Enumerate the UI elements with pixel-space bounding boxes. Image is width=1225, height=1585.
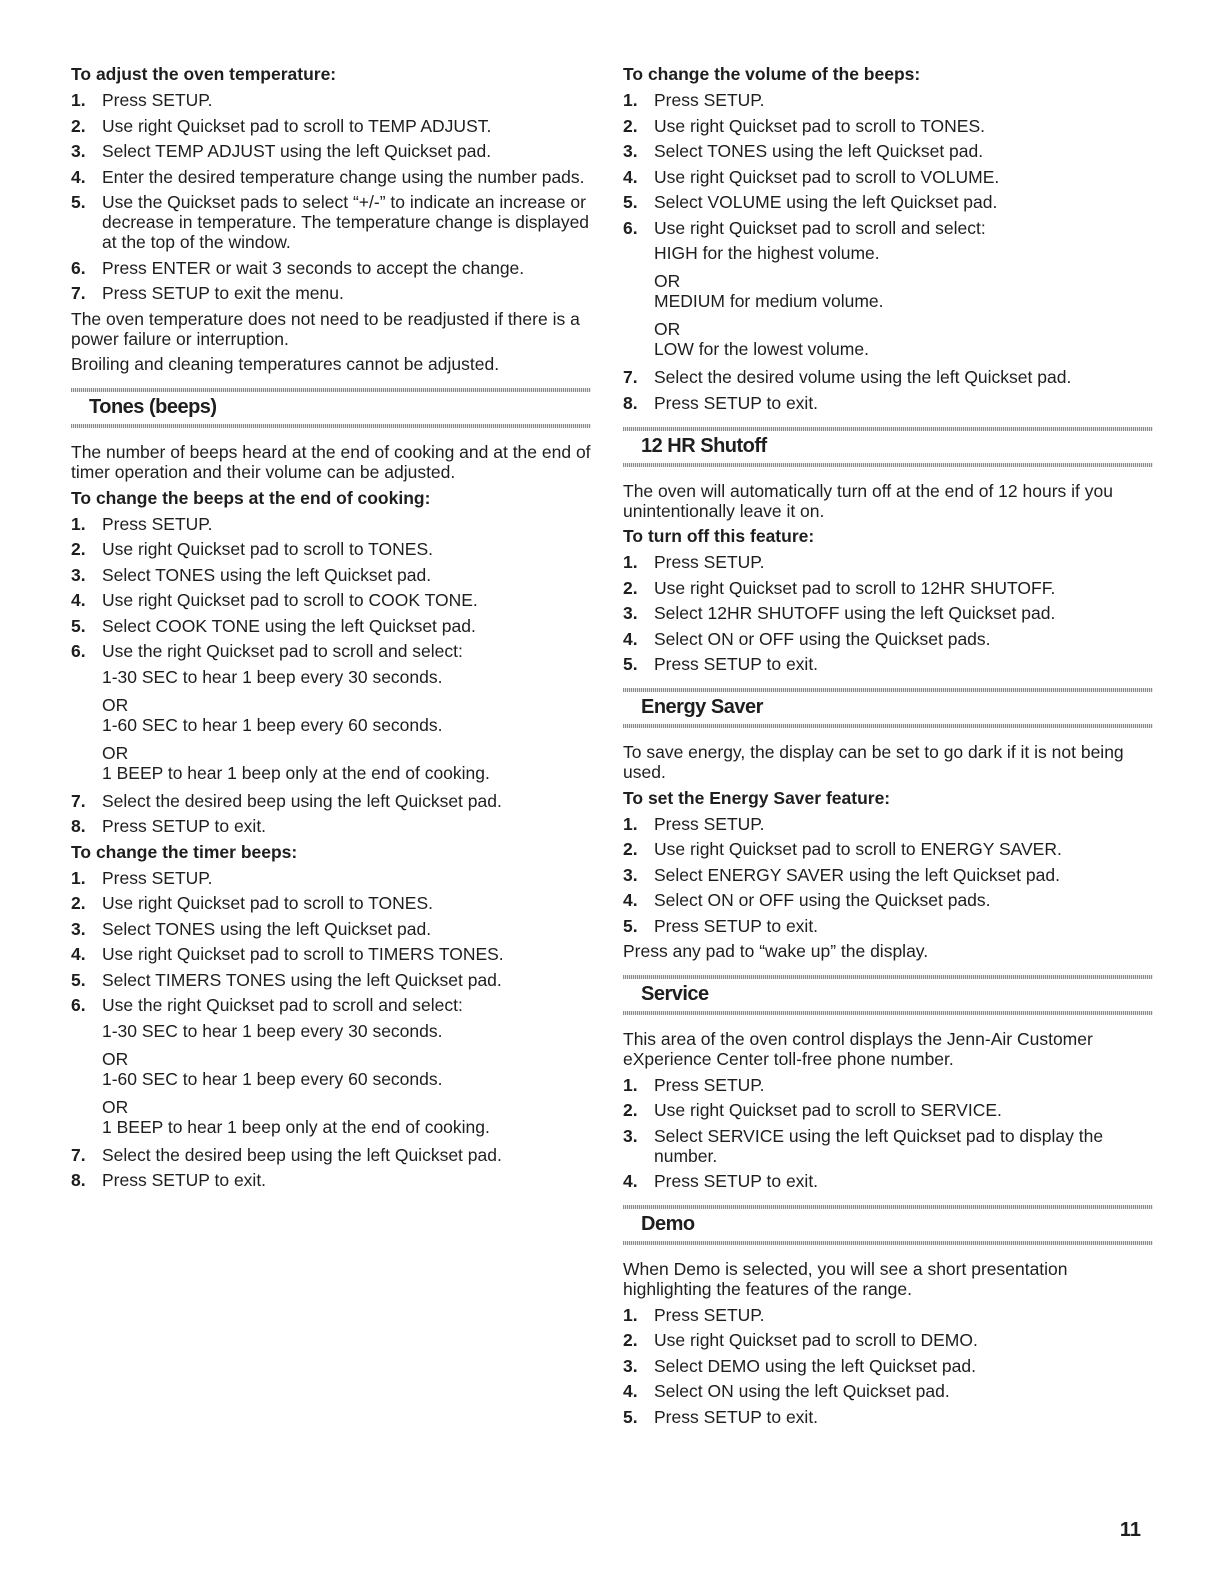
section-rule	[623, 975, 1153, 979]
list-item	[623, 603, 1153, 623]
list-item	[71, 1145, 591, 1165]
list-number: 1.	[623, 552, 638, 572]
list-number: 4.	[623, 166, 638, 187]
section-header-service	[623, 975, 1153, 1015]
list-number: 4.	[623, 628, 638, 649]
demo-steps	[623, 1305, 1153, 1427]
list-item-text: Press SETUP to exit.	[654, 1406, 819, 1427]
or-text: OR	[102, 742, 129, 763]
temp-adjust-heading: To adjust the oven temperature:	[71, 64, 337, 84]
timer-beeps-steps	[71, 868, 591, 1016]
list-number: 8.	[71, 1170, 86, 1190]
list-item-text: Use the Quickset pads to select “+/-” to indicate an increase or decrease in temperature. The temperature change is displayed at the top of the window.	[102, 192, 590, 252]
list-item-text: Use right Quickset pad to scroll to ENERGY SAVER.	[654, 839, 1062, 859]
list-item-text: Select ON or OFF using the Quickset pads.	[654, 628, 991, 649]
list-item-text: Press SETUP.	[654, 813, 765, 834]
timer-beeps-steps	[71, 1145, 591, 1191]
option-text: 1-30 SEC to hear 1 beep every 30 seconds.	[102, 666, 443, 687]
list-number: 5.	[623, 192, 638, 212]
tones-intro: The number of beeps heard at the end of cooking and at the end of timer operation and their volume can be adjusted.	[71, 442, 591, 482]
list-item	[623, 865, 1153, 885]
list-number: 5.	[71, 969, 86, 990]
list-number: 3.	[623, 603, 638, 623]
list-item	[623, 578, 1153, 598]
temp-adjust-steps	[71, 90, 591, 303]
list-item-text: Select TONES using the left Quickset pad.	[102, 564, 432, 585]
list-number: 2.	[623, 115, 638, 136]
list-item	[623, 814, 1153, 834]
list-item-text: Select ON or OFF using the Quickset pads.	[654, 890, 991, 910]
list-item	[71, 816, 591, 836]
list-item-text: Select TIMERS TONES using the left Quickset pad.	[102, 969, 502, 990]
list-item-text: Press SETUP.	[654, 90, 765, 110]
list-item-text: Press SETUP to exit.	[654, 915, 819, 936]
list-item-text: Press SETUP to exit.	[654, 392, 819, 413]
list-item	[623, 1356, 1153, 1376]
temp-note: The oven temperature does not need to be readjusted if there is a power failure or interruption.	[71, 308, 580, 349]
list-item	[623, 552, 1153, 572]
shutoff-steps	[623, 552, 1153, 674]
list-number: 4.	[71, 944, 86, 964]
list-item-text: Use right Quickset pad to scroll to TONES.	[102, 893, 434, 913]
list-number: 7.	[71, 1144, 86, 1165]
or-text: OR	[102, 1096, 129, 1117]
list-number: 7.	[71, 790, 86, 811]
list-item	[71, 919, 591, 939]
list-number: 2.	[71, 539, 86, 559]
or-text: OR	[102, 694, 129, 715]
list-item-text: Use right Quickset pad to scroll to TONES.	[654, 115, 986, 136]
list-item-text: Use right Quickset pad to scroll and select:	[654, 217, 986, 238]
list-number: 1.	[623, 1074, 638, 1095]
list-number: 4.	[71, 166, 86, 187]
list-number: 2.	[623, 839, 638, 859]
page-number: 11	[1119, 1519, 1141, 1541]
list-item-text: Use right Quickset pad to scroll to VOLUME.	[654, 166, 1000, 187]
energy-steps	[623, 814, 1153, 936]
section-header-demo	[623, 1205, 1153, 1245]
section-title: Tones (beeps)	[89, 396, 217, 418]
section-rule	[623, 1241, 1153, 1245]
list-number: 3.	[623, 864, 638, 885]
section-header-shutoff	[623, 427, 1153, 467]
list-item-text: Press SETUP.	[102, 90, 213, 110]
timer-beeps-options	[71, 1021, 591, 1137]
option-text: 1 BEEP to hear 1 beep only at the end of cooking.	[102, 762, 490, 783]
section-rule	[71, 424, 591, 428]
cook-beeps-steps	[71, 791, 591, 837]
list-item	[71, 791, 591, 811]
list-item	[623, 367, 1153, 387]
list-item	[71, 1170, 591, 1190]
demo-intro: When Demo is selected, you will see a short presentation highlighting the features of the range.	[623, 1259, 1068, 1299]
list-number: 2.	[71, 893, 86, 913]
shutoff-intro: The oven will automatically turn off at the end of 12 hours if you unintentionally leave it on.	[623, 480, 1113, 521]
list-number: 4.	[623, 1381, 638, 1401]
list-number: 3.	[623, 1125, 638, 1146]
option-block	[102, 1097, 591, 1137]
list-item-text: Use right Quickset pad to scroll to 12HR SHUTOFF.	[654, 577, 1056, 598]
list-item	[71, 283, 591, 303]
section-title: Energy Saver	[641, 696, 763, 718]
list-number: 3.	[71, 564, 86, 585]
list-item-text: Select the desired volume using the left Quickset pad.	[654, 367, 1072, 387]
list-number: 6.	[71, 257, 86, 278]
list-item-text: Select the desired beep using the left Quickset pad.	[102, 790, 502, 811]
list-number: 5.	[71, 192, 86, 212]
list-item	[71, 539, 591, 559]
list-item-text: Enter the desired temperature change using the number pads.	[102, 166, 585, 187]
volume-steps	[623, 90, 1153, 238]
list-item	[71, 192, 591, 252]
right-column	[623, 64, 1153, 1432]
list-item	[623, 1381, 1153, 1401]
section-header-tones	[71, 388, 591, 428]
list-item	[623, 141, 1153, 161]
list-item	[623, 1126, 1153, 1166]
list-number: 5.	[623, 654, 638, 674]
list-item-text: Select 12HR SHUTOFF using the left Quickset pad.	[654, 603, 1056, 623]
list-item-text: Select COOK TONE using the left Quickset pad.	[102, 615, 476, 636]
energy-note: Press any pad to “wake up” the display.	[623, 941, 929, 961]
or-text: OR	[654, 271, 681, 291]
list-number: 1.	[623, 813, 638, 834]
section-rule	[623, 1205, 1153, 1209]
list-item	[71, 590, 591, 610]
list-item	[623, 218, 1153, 238]
list-item-text: Select the desired beep using the left Quickset pad.	[102, 1144, 502, 1165]
list-item	[623, 1407, 1153, 1427]
list-item	[71, 944, 591, 964]
list-number: 4.	[71, 590, 86, 610]
list-item	[623, 1100, 1153, 1120]
list-item	[71, 641, 591, 661]
list-item-text: Use right Quickset pad to scroll to TIMERS TONES.	[102, 944, 504, 964]
list-item-text: Select DEMO using the left Quickset pad.	[654, 1355, 976, 1376]
list-item-text: Press ENTER or wait 3 seconds to accept the change.	[102, 257, 525, 278]
list-number: 7.	[623, 367, 638, 387]
shutoff-heading: To turn off this feature:	[623, 526, 815, 546]
list-item-text: Select SERVICE using the left Quickset pad to display the number.	[654, 1125, 1104, 1166]
section-header-energy	[623, 688, 1153, 728]
temp-note: Broiling and cleaning temperatures cannot be adjusted.	[71, 354, 500, 374]
energy-intro: To save energy, the display can be set to go dark if it is not being used.	[623, 742, 1124, 782]
list-item-text: Select VOLUME using the left Quickset pad.	[654, 192, 998, 212]
option-text: HIGH for the highest volume.	[654, 243, 880, 263]
option-block	[102, 743, 591, 783]
list-item-text: Use the right Quickset pad to scroll and select:	[102, 641, 463, 661]
service-intro: This area of the oven control displays the Jenn-Air Customer eXperience Center toll-free phone number.	[623, 1029, 1093, 1069]
list-item-text: Use right Quickset pad to scroll to TONES.	[102, 539, 434, 559]
list-item-text: Press SETUP.	[654, 1074, 765, 1095]
list-item-text: Select TEMP ADJUST using the left Quickset pad.	[102, 141, 492, 161]
section-rule	[623, 463, 1153, 467]
option-text: LOW for the lowest volume.	[654, 339, 869, 359]
list-number: 8.	[71, 816, 86, 836]
cook-beeps-options	[71, 667, 591, 783]
list-item	[623, 890, 1153, 910]
list-item	[623, 393, 1153, 413]
list-number: 6.	[623, 217, 638, 238]
section-title: Service	[641, 983, 709, 1005]
section-rule	[623, 688, 1153, 692]
list-number: 3.	[623, 141, 638, 161]
option-block	[654, 271, 1153, 311]
list-number: 4.	[623, 1171, 638, 1191]
or-text: OR	[654, 319, 681, 339]
option-text: 1-60 SEC to hear 1 beep every 60 seconds.	[102, 1068, 443, 1089]
list-item-text: Press SETUP to exit.	[654, 654, 819, 674]
list-item	[71, 565, 591, 585]
list-item	[623, 90, 1153, 110]
list-item-text: Press SETUP to exit.	[654, 1171, 819, 1191]
list-item	[71, 141, 591, 161]
option-text: MEDIUM for medium volume.	[654, 291, 884, 311]
list-number: 3.	[71, 918, 86, 939]
list-number: 2.	[623, 1330, 638, 1350]
list-item-text: Press SETUP to exit.	[102, 816, 267, 836]
list-number: 1.	[71, 513, 86, 534]
option-text: 1-60 SEC to hear 1 beep every 60 seconds.	[102, 714, 443, 735]
list-number: 3.	[623, 1355, 638, 1376]
list-item-text: Press SETUP.	[102, 513, 213, 534]
list-item	[71, 116, 591, 136]
section-rule	[71, 388, 591, 392]
list-number: 6.	[71, 641, 86, 661]
section-rule	[623, 724, 1153, 728]
list-item	[623, 116, 1153, 136]
list-item	[623, 916, 1153, 936]
section-title: Demo	[641, 1213, 695, 1235]
volume-options	[623, 243, 1153, 359]
section-title: 12 HR Shutoff	[641, 434, 767, 457]
list-item-text: Press SETUP.	[654, 1304, 765, 1325]
list-item	[71, 616, 591, 636]
list-item	[71, 258, 591, 278]
option-text: 1 BEEP to hear 1 beep only at the end of cooking.	[102, 1116, 490, 1137]
left-column	[71, 64, 591, 1196]
list-item	[71, 90, 591, 110]
list-number: 5.	[71, 615, 86, 636]
list-item	[623, 1075, 1153, 1095]
list-number: 1.	[71, 90, 86, 110]
list-item-text: Select TONES using the left Quickset pad.	[654, 141, 984, 161]
timer-beeps-heading: To change the timer beeps:	[71, 841, 298, 862]
option-text: 1-30 SEC to hear 1 beep every 30 seconds.	[102, 1020, 443, 1041]
list-item	[71, 995, 591, 1015]
list-item-text: Use the right Quickset pad to scroll and select:	[102, 995, 463, 1015]
option-block	[102, 1049, 591, 1089]
list-item-text: Use right Quickset pad to scroll to SERVICE.	[654, 1100, 1002, 1120]
list-item-text: Use right Quickset pad to scroll to COOK TONE.	[102, 590, 478, 610]
section-rule	[623, 1011, 1153, 1015]
list-item	[623, 1171, 1153, 1191]
list-item	[71, 514, 591, 534]
option-block	[654, 243, 1153, 263]
section-rule	[623, 427, 1153, 431]
list-item-text: Press SETUP to exit.	[102, 1170, 267, 1190]
list-item	[71, 970, 591, 990]
list-item-text: Use right Quickset pad to scroll to DEMO.	[654, 1330, 978, 1350]
list-item	[623, 167, 1153, 187]
list-item-text: Press SETUP.	[654, 552, 765, 572]
list-number: 1.	[623, 90, 638, 110]
list-number: 3.	[71, 141, 86, 161]
list-number: 7.	[71, 283, 86, 303]
list-number: 6.	[71, 995, 86, 1015]
list-number: 2.	[623, 577, 638, 598]
option-block	[654, 319, 1153, 359]
list-item-text: Select ENERGY SAVER using the left Quickset pad.	[654, 864, 1060, 885]
list-item	[623, 839, 1153, 859]
volume-heading: To change the volume of the beeps:	[623, 64, 921, 84]
list-number: 1.	[623, 1304, 638, 1325]
list-number: 5.	[623, 915, 638, 936]
list-item-text: Use right Quickset pad to scroll to TEMP ADJUST.	[102, 115, 492, 136]
list-item	[623, 192, 1153, 212]
list-item	[623, 1305, 1153, 1325]
list-item	[623, 654, 1153, 674]
volume-steps	[623, 367, 1153, 413]
list-item	[623, 1330, 1153, 1350]
list-number: 2.	[623, 1100, 638, 1120]
list-item	[623, 629, 1153, 649]
list-item	[71, 167, 591, 187]
list-number: 8.	[623, 392, 638, 413]
option-block	[102, 695, 591, 735]
energy-heading: To set the Energy Saver feature:	[623, 787, 891, 808]
list-item-text: Select ON using the left Quickset pad.	[654, 1381, 950, 1401]
or-text: OR	[102, 1048, 129, 1069]
list-item-text: Press SETUP to exit the menu.	[102, 283, 344, 303]
service-steps	[623, 1075, 1153, 1192]
option-block	[102, 1021, 591, 1041]
list-number: 5.	[623, 1406, 638, 1427]
list-item-text: Press SETUP.	[102, 867, 213, 888]
list-item	[71, 868, 591, 888]
option-block	[102, 667, 591, 687]
cook-beeps-steps	[71, 514, 591, 662]
list-item	[71, 893, 591, 913]
list-item-text: Select TONES using the left Quickset pad.	[102, 918, 432, 939]
list-number: 1.	[71, 867, 86, 888]
list-number: 4.	[623, 890, 638, 910]
list-number: 2.	[71, 115, 86, 136]
cook-beeps-heading: To change the beeps at the end of cooking:	[71, 487, 431, 508]
